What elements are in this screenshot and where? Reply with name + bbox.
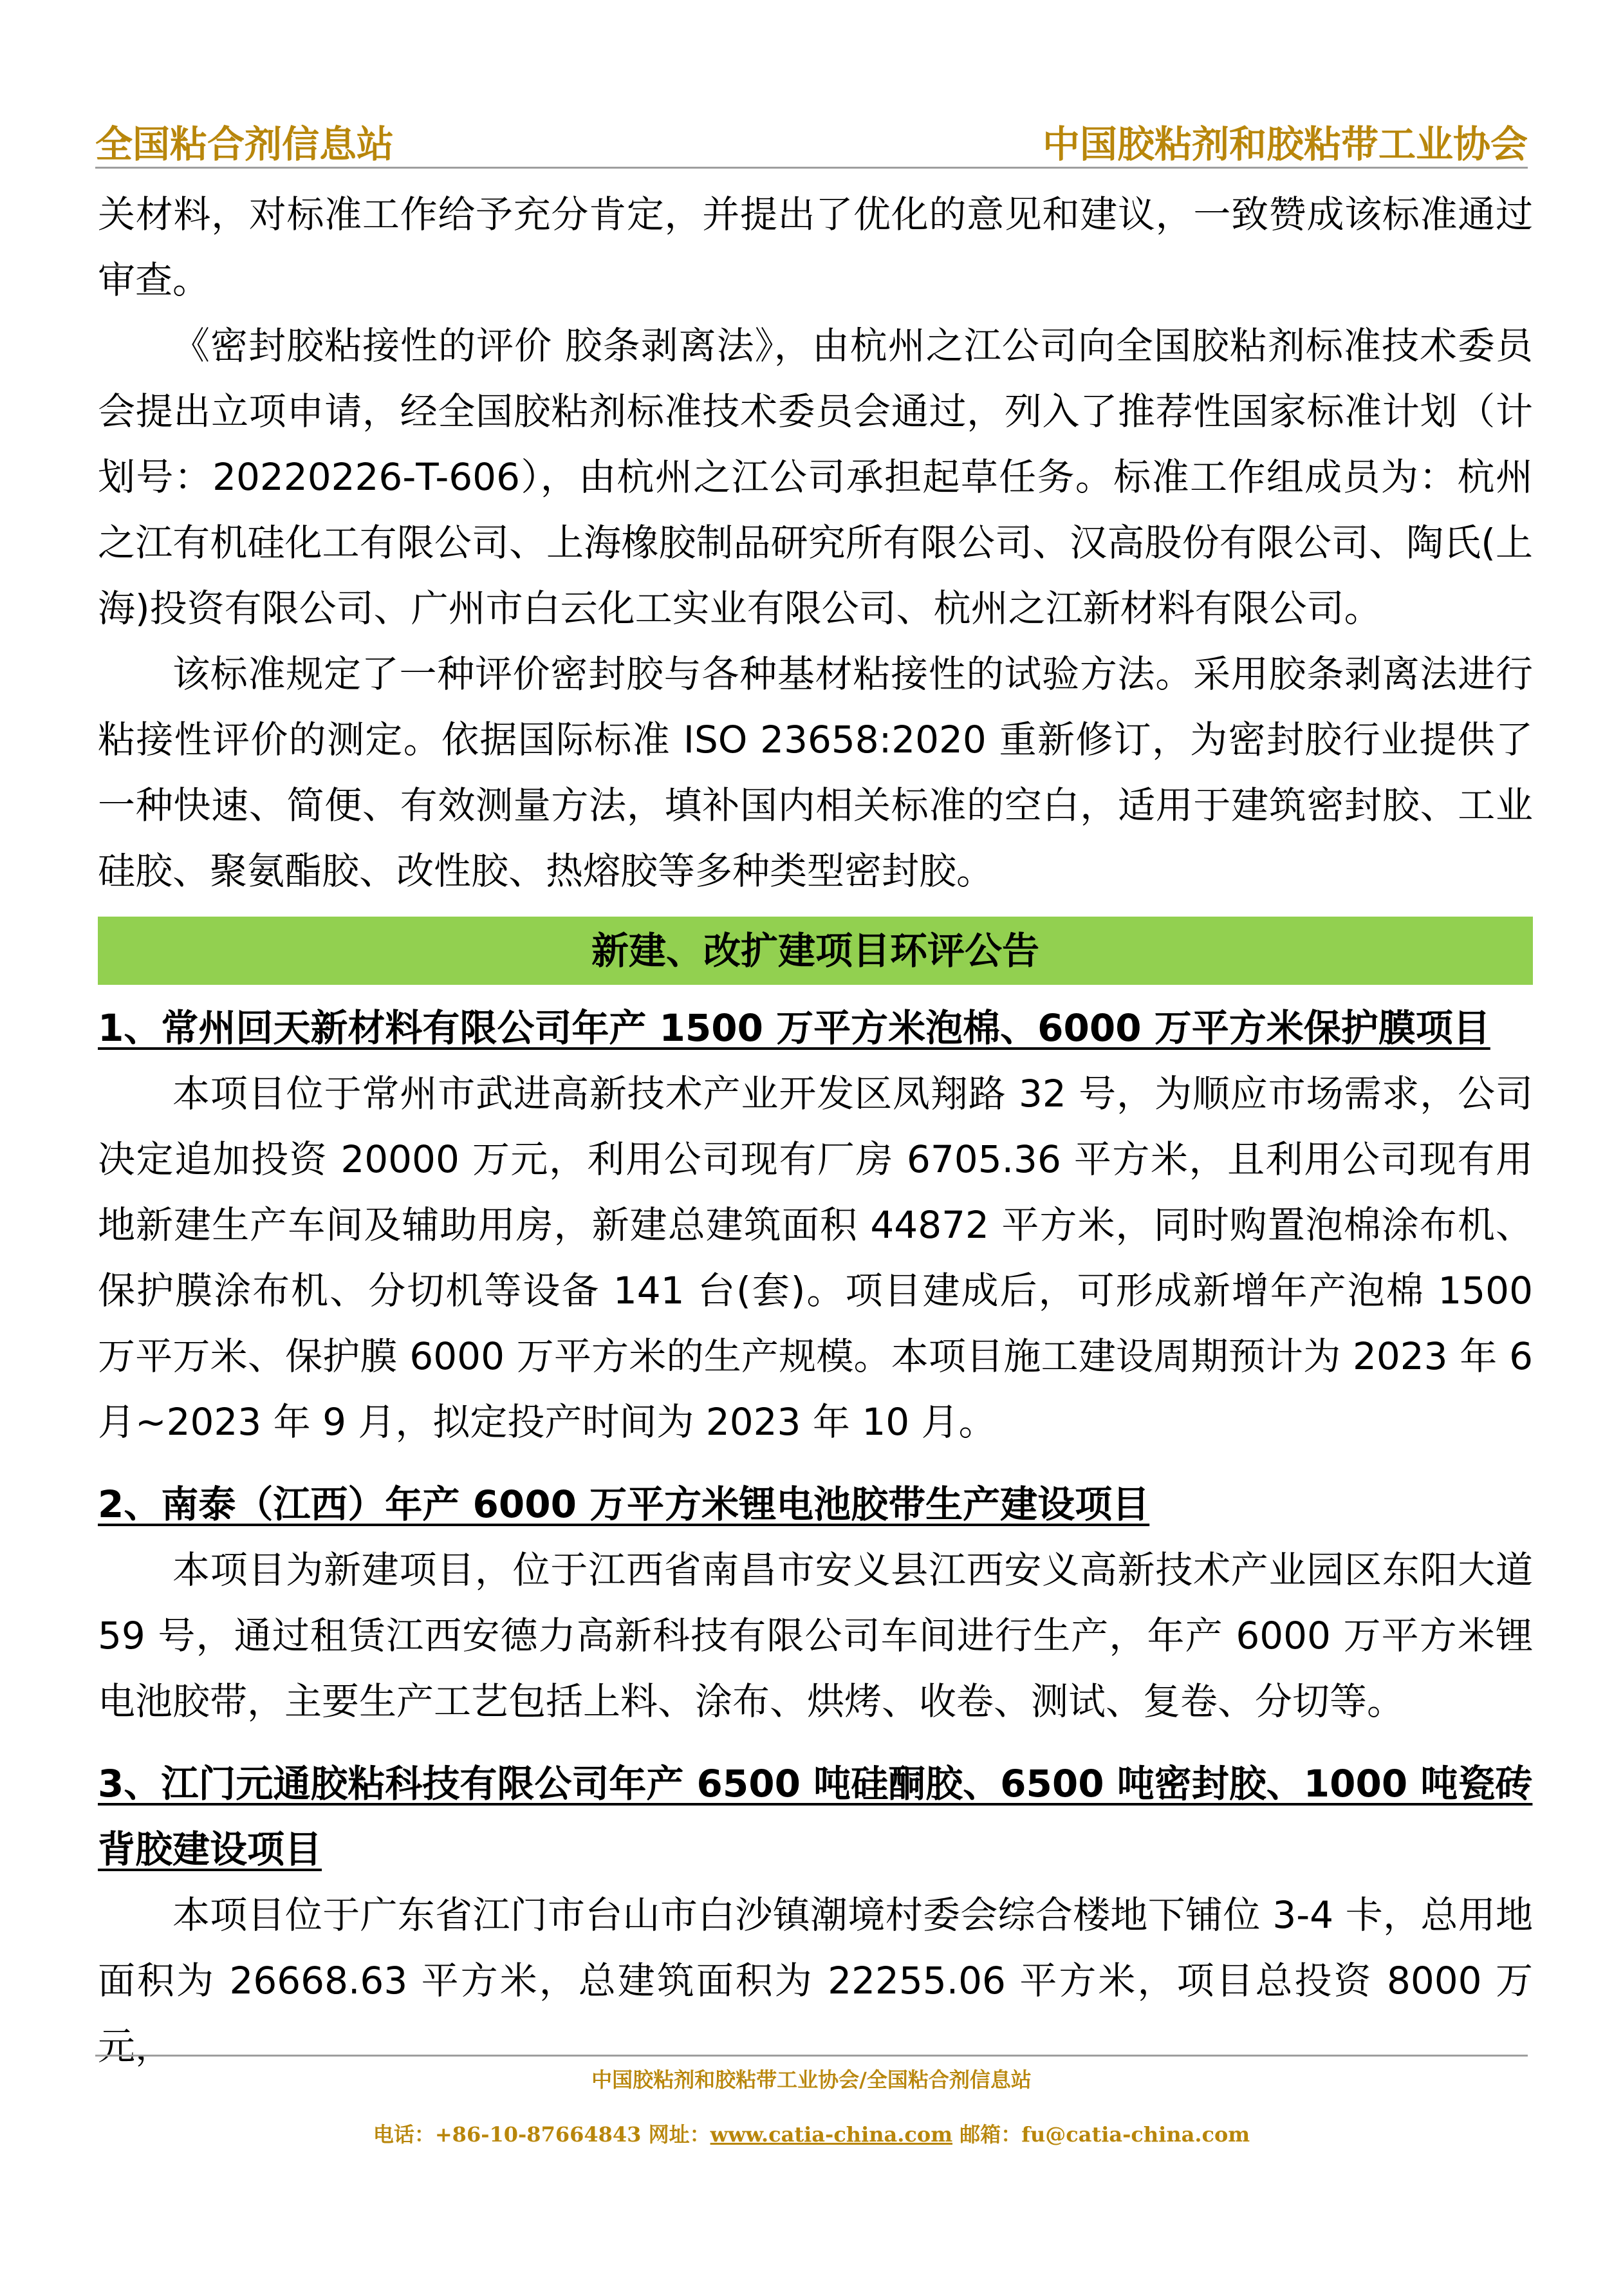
page-footer xyxy=(95,2055,1528,2149)
project-3-body: 本项目位于广东省江门市台山市白沙镇潮境村委会综合楼地下铺位 3-4 卡，总用地面积为 26668.63 平方米，总建筑面积为 22255.06 平方米，项目总投资 8000 万元， xyxy=(98,1893,1533,2068)
document-body xyxy=(98,182,1533,2079)
project-2-title xyxy=(98,1471,1533,1537)
footer-organization: 中国胶粘剂和胶粘带工业协会/全国粘合剂信息站 xyxy=(591,2067,1032,2092)
footer-contact xyxy=(95,2120,1528,2149)
footer-phone: 电话：+86-10-87664843 网址： xyxy=(373,2122,710,2147)
project-3-title xyxy=(98,1751,1533,1882)
intro-paragraph-3: 该标准规定了一种评价密封胶与各种基材粘接性的试验方法。采用胶条剥离法进行粘接性评价的测定。依据国际标准 ISO 23658:2020 重新修订，为密封胶行业提供了一种快速、简便、有效测量方法，填补国内相关标准的空白，适用于建筑密封胶、工业硅胶、聚氨酯胶、改性胶、热熔胶等多种类型密封胶。 xyxy=(98,652,1533,893)
intro-paragraph-2: 《密封胶粘接性的评价 胶条剥离法》，由杭州之江公司向全国胶粘剂标准技术委员会提出立项申请，经全国胶粘剂标准技术委员会通过，列入了推荐性国家标准计划（计划号：20220226-T-606），由杭州之江公司承担起草任务。标准工作组成员为：杭州之江有机硅化工有限公司、上海橡胶制品研究所有限公司、汉高股份有限公司、陶氏(上海)投资有限公司、广州市白云化工实业有限公司、杭州之江新材料有限公司。 xyxy=(98,324,1533,630)
project-1-body: 本项目位于常州市武进高新技术产业开发区凤翔路 32 号，为顺应市场需求，公司决定追加投资 20000 万元，利用公司现有厂房 6705.36 平方米，且利用公司现有用地新建生产车间及辅助用房，新建总建筑面积 44872 平方米，同时购置泡棉涂布机、保护膜涂布机、分切机等设备 141 台(套)。项目建成后，可形成新增年产泡棉 1500 万平万米、保护膜 6000 万平方米的生产规模。本项目施工建设周期预计为 2023 年 6 月~2023 年 9 月，拟定投产时间为 2023 年 10 月。 xyxy=(98,1072,1533,1444)
footer-email-label: 邮箱： xyxy=(952,2122,1022,2147)
page-header xyxy=(95,113,1528,169)
footer-website-link[interactable]: www.catia-china.com xyxy=(710,2122,953,2147)
project-3-title-text: 3、江门元通胶粘科技有限公司年产 6500 吨硅酮胶、6500 吨密封胶、1000 吨瓷砖背胶建设项目 xyxy=(98,1762,1533,1871)
project-1-title xyxy=(98,995,1533,1061)
header-left-title: 全国粘合剂信息站 xyxy=(95,122,394,166)
section-banner: 新建、改扩建项目环评公告 xyxy=(98,917,1533,985)
spacer xyxy=(98,1455,1533,1471)
project-1-title-text: 1、常州回天新材料有限公司年产 1500 万平方米泡棉、6000 万平方米保护膜项目 xyxy=(98,1006,1490,1050)
project-2-body: 本项目为新建项目，位于江西省南昌市安义县江西安义高新技术产业园区东阳大道 59 号，通过租赁江西安德力高新科技有限公司车间进行生产，年产 6000 万平方米锂电池胶带，主要生产工艺包括上料、涂布、烘烤、收卷、测试、复卷、分切等。 xyxy=(98,1548,1533,1723)
footer-email[interactable]: fu@catia-china.com xyxy=(1021,2122,1250,2147)
spacer xyxy=(98,1734,1533,1751)
header-right-title: 中国胶粘剂和胶粘带工业协会 xyxy=(1042,122,1528,166)
intro-paragraph-1: 关材料，对标准工作给予充分肯定，并提出了优化的意见和建议，一致赞成该标准通过审查。 xyxy=(98,192,1533,302)
project-2-title-text: 2、南泰（江西）年产 6000 万平方米锂电池胶带生产建设项目 xyxy=(98,1482,1150,1526)
